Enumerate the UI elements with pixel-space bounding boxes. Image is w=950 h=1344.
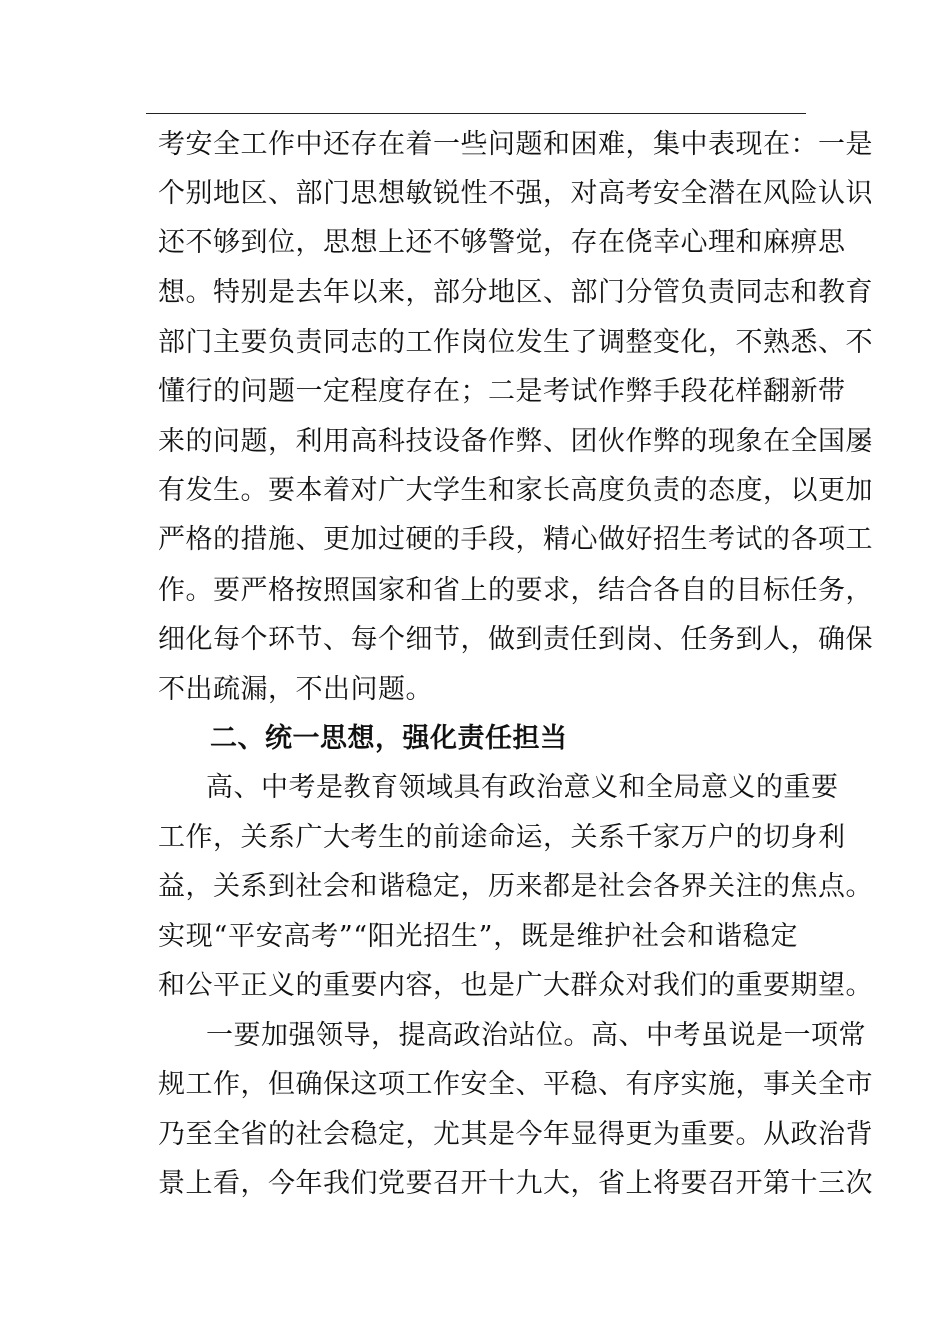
text-line: 作。要严格按照国家和省上的要求，结合各自的目标任务， — [158, 575, 873, 606]
text-line: 工作，关系广大考生的前途命运，关系千家万户的切身利 — [158, 822, 846, 853]
text-line: 想。特别是去年以来，部分地区、部门分管负责同志和教育 — [158, 277, 873, 308]
text-line: 个别地区、部门思想敏锐性不强，对高考安全潜在风险认识 — [158, 178, 873, 209]
text-line: 部门主要负责同志的工作岗位发生了调整变化，不熟悉、不 — [158, 327, 873, 358]
text-line: 还不够到位，思想上还不够警觉，存在侥幸心理和麻痹思 — [158, 227, 846, 258]
text-line: 懂行的问题一定程度存在；二是考试作弊手段花样翻新带 — [158, 376, 846, 407]
text-line: 严格的措施、更加过硬的手段，精心做好招生考试的各项工 — [158, 524, 873, 555]
text-line: 景上看，今年我们党要召开十九大，省上将要召开第十三次 — [158, 1168, 873, 1199]
text-line: 细化每个环节、每个细节，做到责任到岗、任务到人，确保 — [158, 624, 873, 655]
paragraph-first-line: 高、中考是教育领域具有政治意义和全局意义的重要 — [206, 772, 839, 803]
text-line: 和公平正义的重要内容，也是广大群众对我们的重要期望。 — [158, 970, 873, 1001]
text-line: 实现“平安高考”“阳光招生”，既是维护社会和谐稳定 — [158, 921, 798, 952]
text-line: 不出疏漏，不出问题。 — [158, 674, 433, 705]
text-line: 有发生。要本着对广大学生和家长高度负责的态度，以更加 — [158, 475, 873, 506]
text-line: 乃至全省的社会稳定，尤其是今年显得更为重要。从政治背 — [158, 1119, 873, 1150]
header-rule — [146, 113, 806, 114]
text-line: 益，关系到社会和谐稳定，历来都是社会各界关注的焦点。 — [158, 871, 873, 902]
text-line: 规工作，但确保这项工作安全、平稳、有序实施，事关全市 — [158, 1069, 873, 1100]
text-line: 考安全工作中还存在着一些问题和困难，集中表现在：一是 — [158, 129, 873, 160]
text-line: 来的问题，利用高科技设备作弊、团伙作弊的现象在全国屡 — [158, 426, 873, 457]
section-heading: 二、统一思想，强化责任担当 — [210, 723, 568, 754]
paragraph-first-line: 一要加强领导，提高政治站位。高、中考虽说是一项常 — [206, 1020, 866, 1051]
